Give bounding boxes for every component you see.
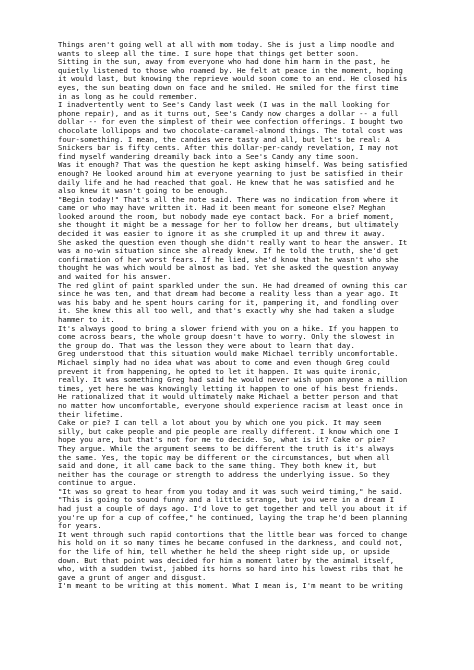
paragraph-was-it-enough: Was it enough? That was the question he kept asking himself. Was being satisfied enough? He looked around him at everyone yearning to just be satisfied in their daily life and he had reached that goal. He knew that he was satisfied and he also knew it wasn't going to be enough.	[58, 160, 408, 196]
paragraph-meant-to-be-writing: I'm meant to be writing at this moment. What I mean is, I'm meant to be writing	[58, 581, 403, 591]
paragraph-they-argue: They argue. While the argument seems to be different the truth is it's always the same. Yes, the topic may be different or the circumstances, but when all said and done, it all came back to the same thing. They both knew it, but neither has the courage or strength to address the underlying issue. So they continue to argue.	[58, 443, 395, 488]
paragraph-begin-today: "Begin today!" That's all the note said. There was no indication from where it came or who may have written it. Had it been meant for someone else? Meghan looked around the room, but nobody made eye contact back. For a brief moment, she thought it might be a message for her to follow her dreams, but ultimately decided it was easier to ignore it as she crumpled it up and threw it away.	[58, 194, 399, 239]
paragraph-slower-friend: It's always good to bring a slower friend with you on a hike. If you happen to come across bears, the whole group doesn't have to worry. Only the slowest in the group do. That was the lesson they were about to learn that day.	[58, 323, 399, 350]
paragraph-greg-michael: Greg understood that this situation would make Michael terribly uncomfortable. Michael simply had no idea what was about to come and even though Greg could prevent it from happening, he opted to let it happen. It was quite ironic, really. It was something Greg had said he would never wish upon anyone a million times, yet here he was knowingly letting it happen to one of his best friends. He rationalized that it would ultimately make Michael a better person and that no matter how uncomfortable, everyone should experience racism at least once in their lifetime.	[58, 349, 408, 419]
paragraph-rapid-contortions: It went through such rapid contortions that the little bear was forced to change his hold on it so many times he became confused in the darkness, and could not, for the life of him, tell whether he held the sheep right side up, or upside down. But that point was decided for him a moment later by the animal itself, who, with a sudden twist, jabbed its horns so hard into his lowest ribs that he gave a grunt of anger and disgust.	[58, 529, 408, 582]
paragraph-great-to-hear: "It was so great to hear from you today and it was such weird timing," he said. "This is going to sound funny and a little strange, but you were in a dream I had just a couple of days ago. I'd love to get together and tell you about it if you're up for a cup of coffee," he continued, laying the trap he'd been planning for years.	[58, 486, 408, 531]
paragraph-mom-today: Things aren't going well at all with mom today. She is just a limp noodle and wants to sleep all the time. I sure hope that things get better soon.	[58, 41, 395, 58]
paragraph-asked-question: She asked the question even though she didn't really want to hear the answer. It was a no-win situation since she already knew. If he told the truth, she'd get confirmation of her worst fears. If he lied, she'd know that he wasn't who she thought he was which would be almost as bad. Yet she asked the question anyway and waited for his answer.	[58, 237, 408, 282]
paragraph-cake-or-pie: Cake or pie? I can tell a lot about you by which one you pick. It may seem silly, but cake people and pie people are really different. I know which one I hope you are, but that's not for me to decide. So, what is it? Cake or pie?	[58, 418, 399, 445]
paragraph-sitting-in-sun: Sitting in the sun, away from everyone who had done him harm in the past, he quietly listened to those who roamed by. He felt at peace in the moment, hoping it would last, but knowing the reprieve would soon come to an end. He closed his eyes, the sun beating down on face and he smiled. He smiled for the first time in as long as he could remember.	[58, 57, 408, 101]
document-page	[58, 41, 418, 661]
paragraph-sees-candy: I inadvertently went to See's Candy last week (I was in the mall looking for phone repair), and as it turns out, See's Candy now charges a dollar -- a full dollar -- for even the simplest of their wee confection offerings. I bought two chocolate lollipops and two chocolate-caramel-almond things. The total cost was four-something. I mean, the candies were tasty and all, but let's be real: A Snickers bar is fifty cents. After this dollar-per-candy revelation, I may not find myself wandering dreamily back into a See's Candy any time soon.	[58, 100, 403, 161]
paragraph-red-glint: The red glint of paint sparkled under the sun. He had dreamed of owning this car since he was ten, and that dream had become a reality less than a year ago. It was his baby and he spent hours caring for it, pampering it, and fondling over it. She knew this all too well, and that's exactly why she had taken a sludge hammer to it.	[58, 280, 408, 324]
